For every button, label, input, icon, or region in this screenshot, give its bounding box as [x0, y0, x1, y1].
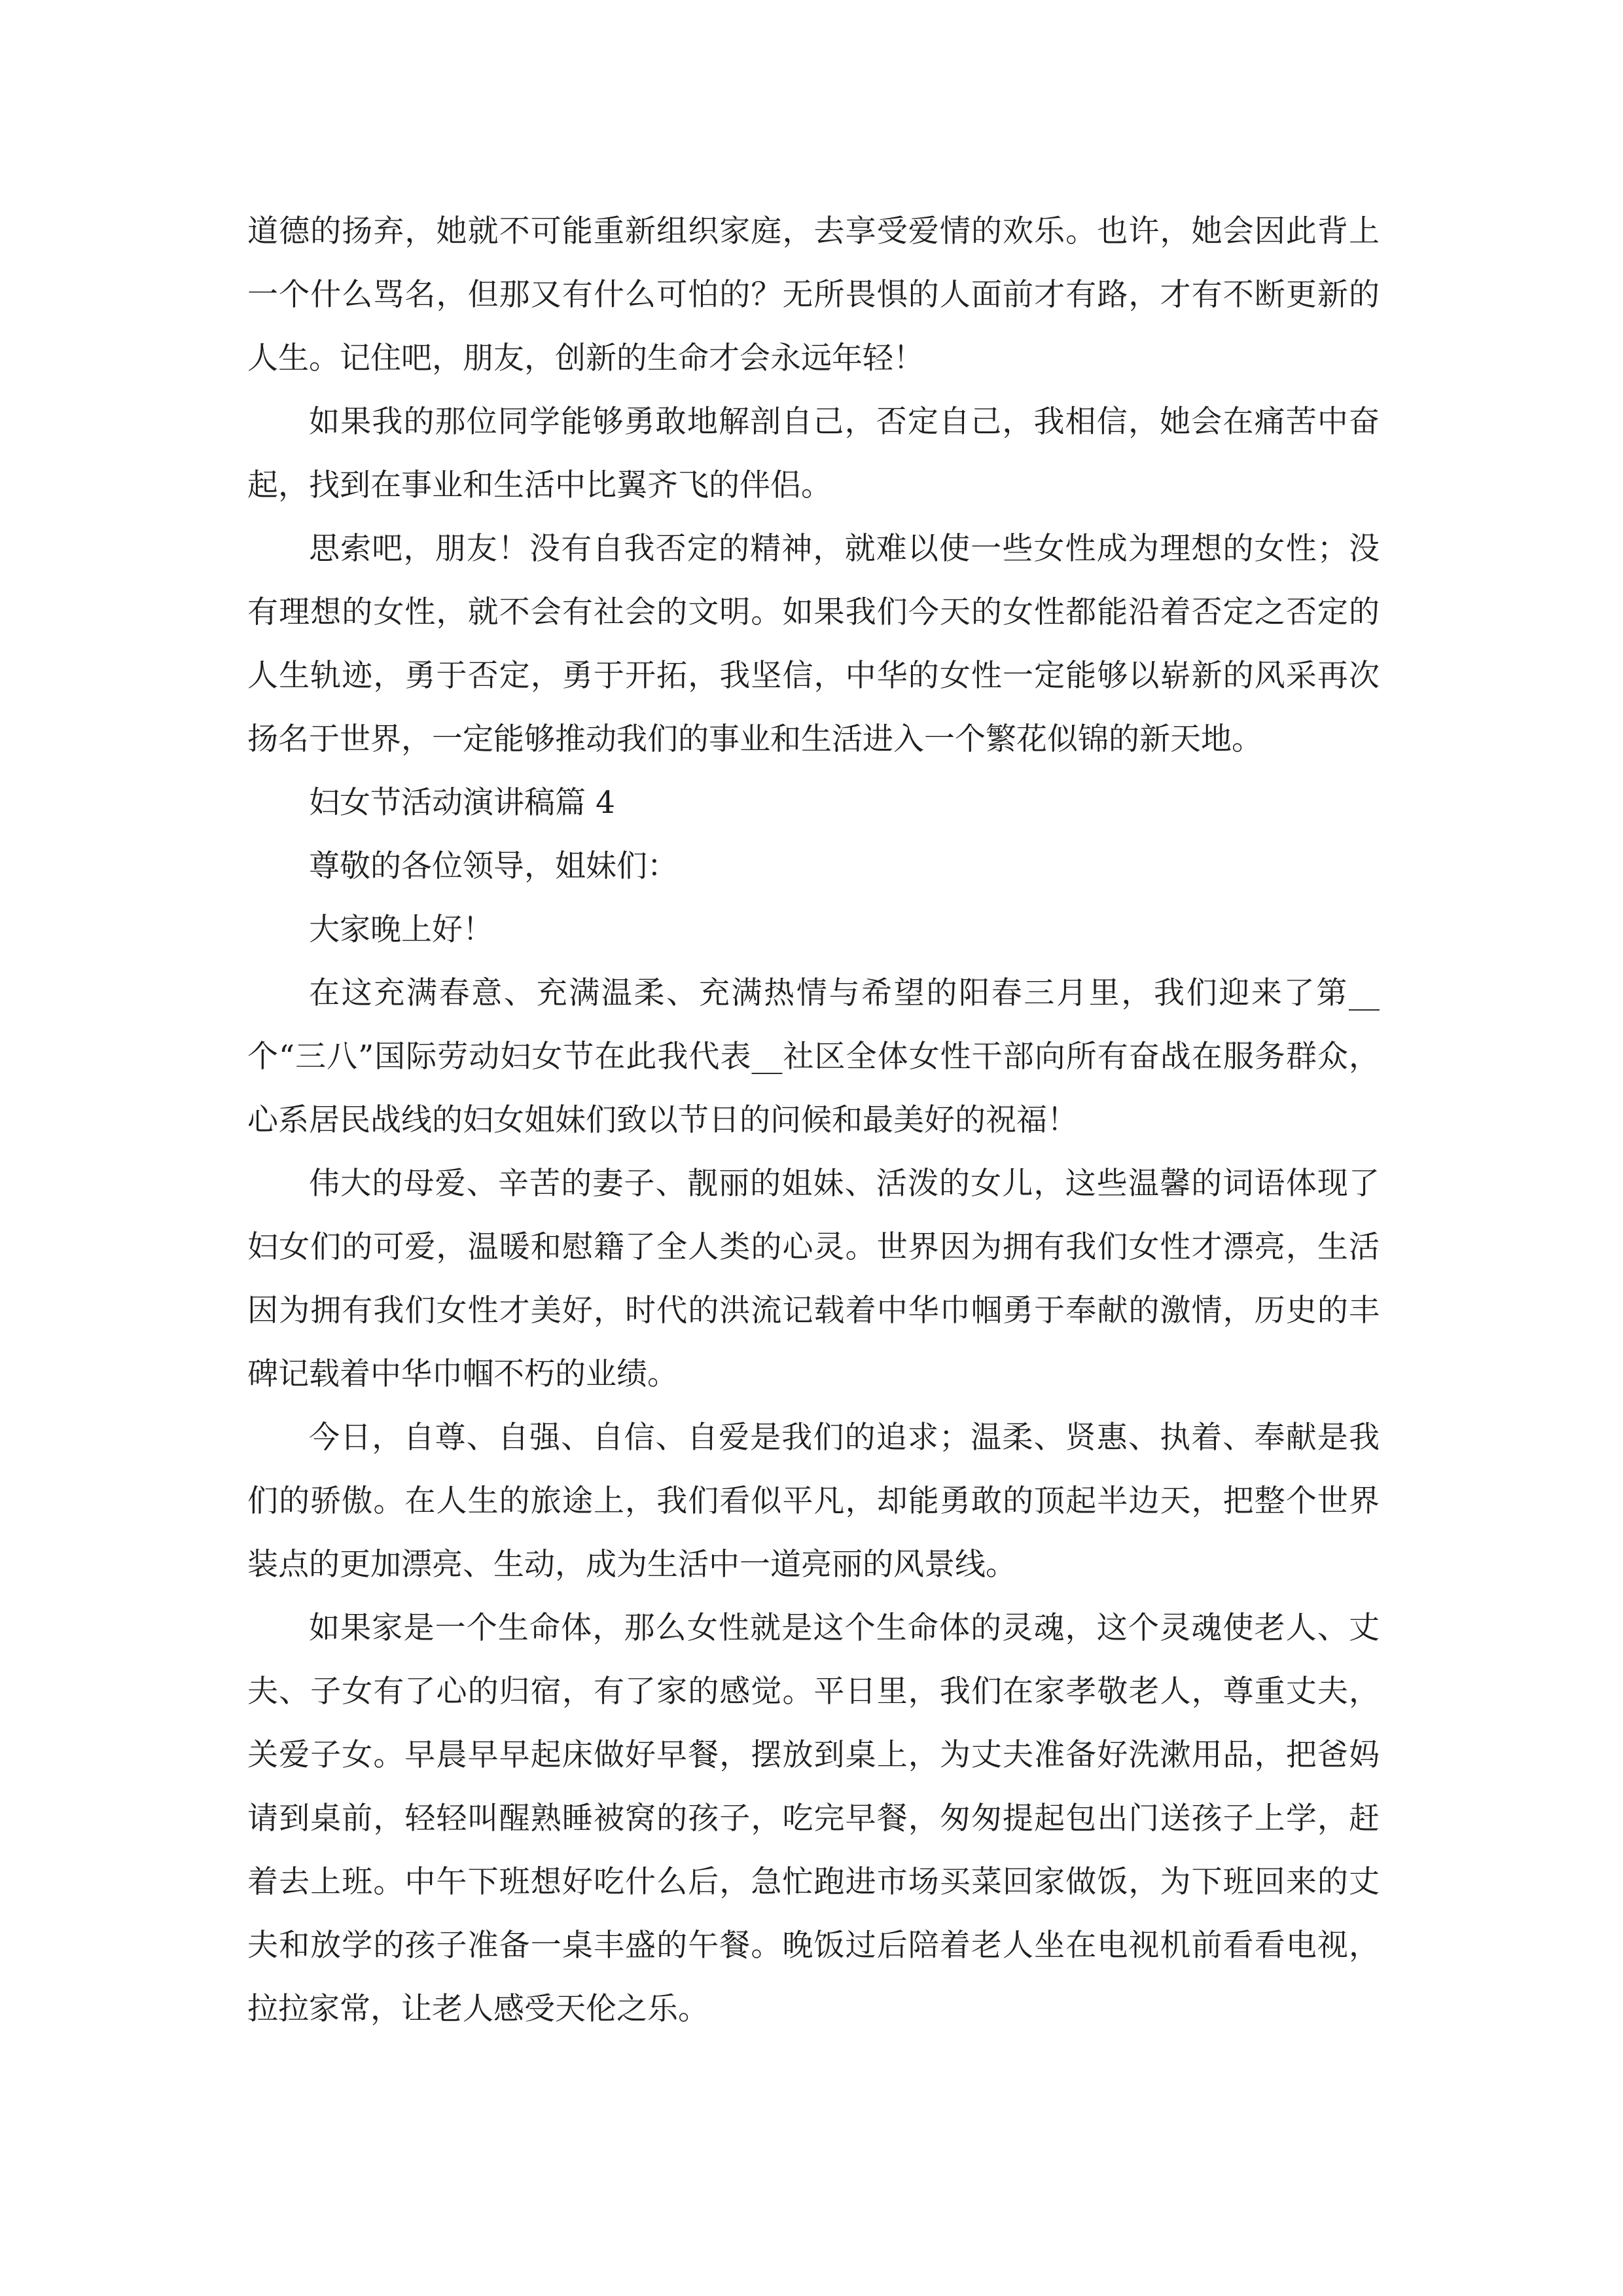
- paragraph-continued: 道德的扬弃，她就不可能重新组织家庭，去享受爱情的欢乐。也许，她会因此背上一个什么骂名，但那又有什么可怕的？无所畏惧的人面前才有路，才有不断更新的人生。记住吧，朋友，创新的生命才会永远年轻！: [247, 213, 1380, 376]
- salutation: 尊敬的各位领导，姐妹们：: [309, 848, 678, 884]
- paragraph-classmate: 如果我的那位同学能够勇敢地解剖自己，否定自己，我相信，她会在痛苦中奋起，找到在事业和生活中比翼齐飞的伴侣。: [247, 404, 1380, 503]
- paragraph-festival: 在这充满春意、充满温柔、充满热情与希望的阳春三月里，我们迎来了第__个“三八”国际劳动妇女节在此我代表__社区全体女性干部向所有奋战在服务群众，心系居民战线的妇女姐妹们致以节日的问候和最美好的祝福！: [247, 975, 1380, 1138]
- section-heading: 妇女节活动演讲稿篇 4: [309, 785, 615, 821]
- greeting: 大家晚上好！: [309, 912, 493, 948]
- paragraph-family: 如果家是一个生命体，那么女性就是这个生命体的灵魂，这个灵魂使老人、丈夫、子女有了心的归宿，有了家的感觉。平日里，我们在家孝敬老人，尊重丈夫，关爱子女。早晨早早起床做好早餐，摆放到桌上，为丈夫准备好洗漱用品，把爸妈请到桌前，轻轻叫醒熟睡被窝的孩子，吃完早餐，匆匆提起包出门送孩子上学，赶着去上班。中午下班想好吃什么后，急忙跑进市场买菜回家做饭，为下班回来的丈夫和放学的孩子准备一桌丰盛的午餐。晚饭过后陪着老人坐在电视机前看看电视，拉拉家常，让老人感受天伦之乐。: [247, 1610, 1380, 2027]
- document-page: [247, 200, 1380, 2041]
- paragraph-reflect: 思索吧，朋友！没有自我否定的精神，就难以使一些女性成为理想的女性；没有理想的女性，就不会有社会的文明。如果我们今天的女性都能沿着否定之否定的人生轨迹，勇于否定，勇于开拓，我坚信，中华的女性一定能够以崭新的风采再次扬名于世界，一定能够推动我们的事业和生活进入一个繁花似锦的新天地。: [247, 531, 1380, 757]
- paragraph-today: 今日，自尊、自强、自信、自爱是我们的追求；温柔、贤惠、执着、奉献是我们的骄傲。在人生的旅途上，我们看似平凡，却能勇敢的顶起半边天，把整个世界装点的更加漂亮、生动，成为生活中一道亮丽的风景线。: [247, 1420, 1380, 1583]
- paragraph-mother-love: 伟大的母爱、辛苦的妻子、靓丽的姐妹、活泼的女儿，这些温馨的词语体现了妇女们的可爱，温暖和慰籍了全人类的心灵。世界因为拥有我们女性才漂亮，生活因为拥有我们女性才美好，时代的洪流记载着中华巾帼勇于奉献的激情，历史的丰碑记载着中华巾帼不朽的业绩。: [247, 1166, 1380, 1392]
